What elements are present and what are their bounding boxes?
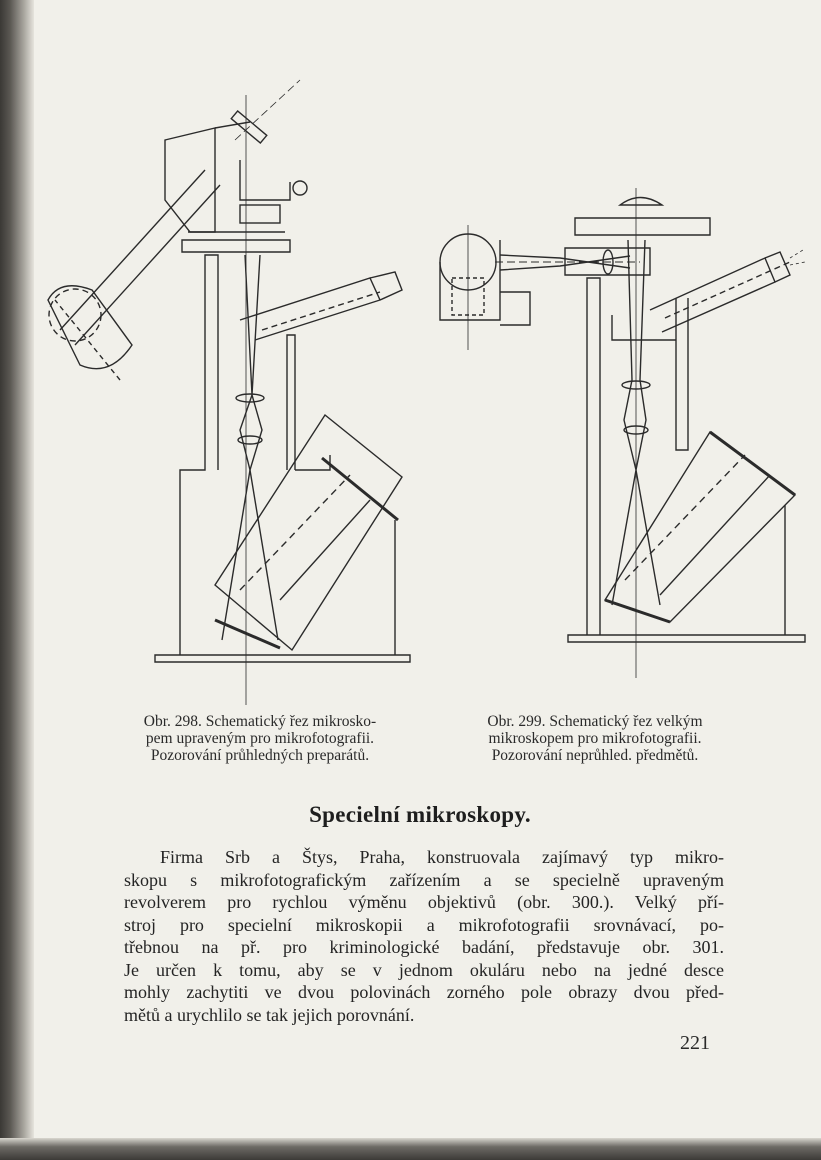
paragraph-line: Je určen k tomu, aby se v jednom okuláru nebo na jedné desce	[124, 959, 724, 980]
figure-298-caption	[115, 713, 405, 764]
page-bottom-edge	[0, 1138, 821, 1160]
paragraph-line: Firma Srb a Štys, Praha, konstruovala zajímavý typ mikro-	[160, 847, 724, 867]
caption-line: Pozorování neprůhled. předmětů.	[491, 747, 699, 764]
caption-line: Obr. 298. Schematický řez mikrosko-	[143, 713, 377, 730]
paragraph-line: stroj pro specielní mikroskopii a mikrofotografii srovnávací, po-	[124, 914, 724, 935]
paragraph-line: revolverem pro rychlou výměnu objektivů (obr. 300.). Velký pří-	[124, 892, 724, 912]
caption-line: Pozorování průhledných preparátů.	[150, 747, 370, 764]
paragraph-line: mětů a urychlilo se tak jejich porovnání.	[124, 1004, 415, 1025]
caption-line: Obr. 299. Schematický řez velkým	[487, 713, 703, 730]
paragraph-line: třebnou na př. pro kriminologické badání, představuje obr. 301.	[124, 937, 724, 957]
page-number: 221	[680, 1032, 710, 1054]
paragraph-line: skopu s mikrofotografickým zařízením a se specielně upraveným	[124, 869, 724, 890]
section-paragraph	[124, 846, 724, 1026]
figure-299-caption	[450, 713, 740, 764]
paragraph-line: mohly zachytiti ve dvou polovinách zorného pole obrazy dvou před-	[124, 982, 724, 1002]
caption-line: mikroskopem pro mikrofotografii.	[488, 730, 702, 747]
caption-line: pem upraveným pro mikrofotografii.	[145, 730, 375, 747]
section-heading: Specielní mikroskopy.	[309, 802, 531, 827]
